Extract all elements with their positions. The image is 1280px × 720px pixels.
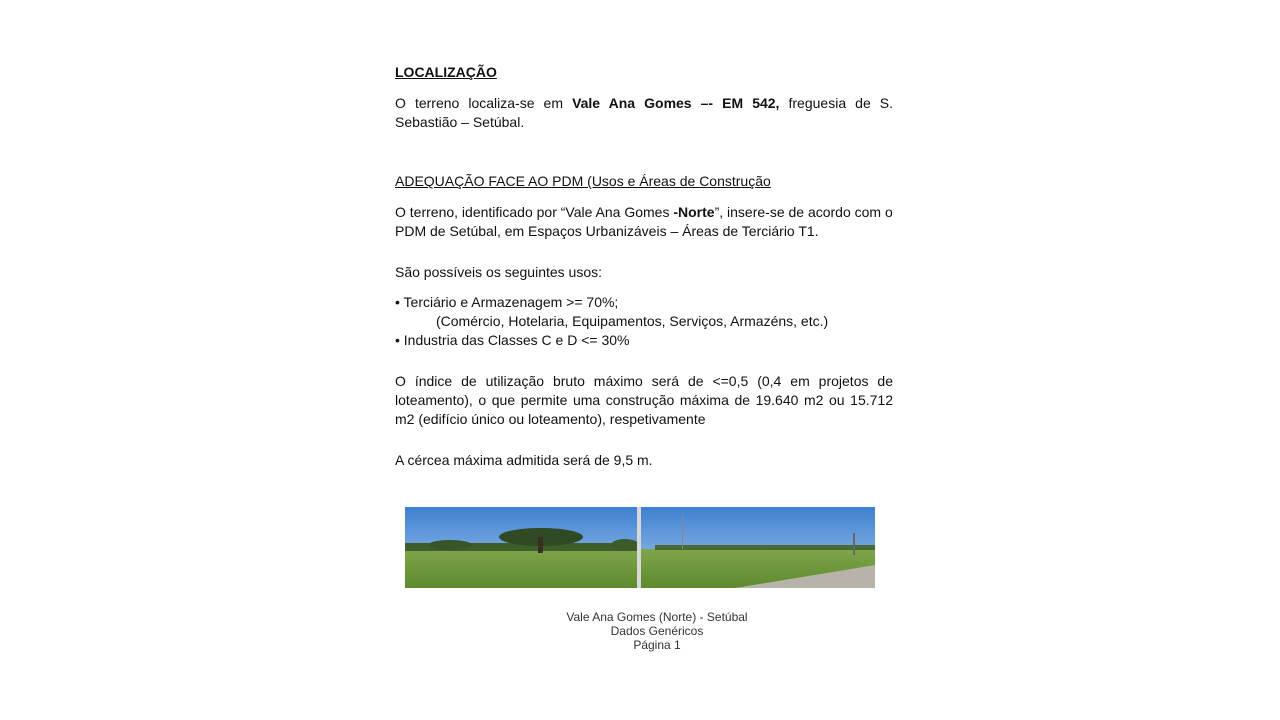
page-number: Página 1 (633, 638, 681, 652)
location-text-end: freguesia de S. Sebastião – Setúbal. (395, 95, 894, 130)
page-footer (507, 610, 807, 652)
height-paragraph: A cércea máxima admitida será de 9,5 m. (395, 452, 653, 468)
location-highlight: Vale Ana Gomes –- EM 542, (572, 95, 780, 111)
pdm-text-end: ”, insere-se de acordo com o PDM de Setúbal, em Espaços Urbanizáveis – Áreas de Terciário T1. (395, 204, 893, 239)
list-item-tertiary: • Terciário e Armazenagem >= 70%; (395, 294, 619, 310)
uses-list (395, 293, 893, 350)
heading-localizacao: LOCALIZAÇÃO (395, 64, 497, 80)
pdm-text-start: O terreno, identificado por “Vale Ana Gomes (395, 204, 674, 220)
land-photo (405, 507, 875, 588)
index-paragraph: O índice de utilização bruto máximo será de <=0,5 (0,4 em projetos de loteamento), o que permite uma construção máxima de 19.640 m2 ou 15.712 m2 (edifício único ou loteamento), respetivamente (395, 373, 893, 427)
uses-intro: São possíveis os seguintes usos: (395, 264, 603, 280)
pdm-highlight: -Norte (673, 204, 715, 220)
footer-subtitle: Dados Genéricos (610, 624, 704, 638)
location-paragraph (395, 94, 893, 132)
list-item-industry: • Industria das Classes C e D <= 30% (395, 332, 630, 348)
location-text-start: O terreno localiza-se em (395, 95, 573, 111)
list-item-tertiary-detail: (Comércio, Hotelaria, Equipamentos, Serviços, Armazéns, etc.) (436, 313, 829, 329)
pdm-paragraph (395, 203, 893, 241)
heading-pdm: ADEQUAÇÃO FACE AO PDM (Usos e Áreas de Construção (395, 173, 771, 189)
footer-title: Vale Ana Gomes (Norte) - Setúbal (566, 610, 748, 624)
